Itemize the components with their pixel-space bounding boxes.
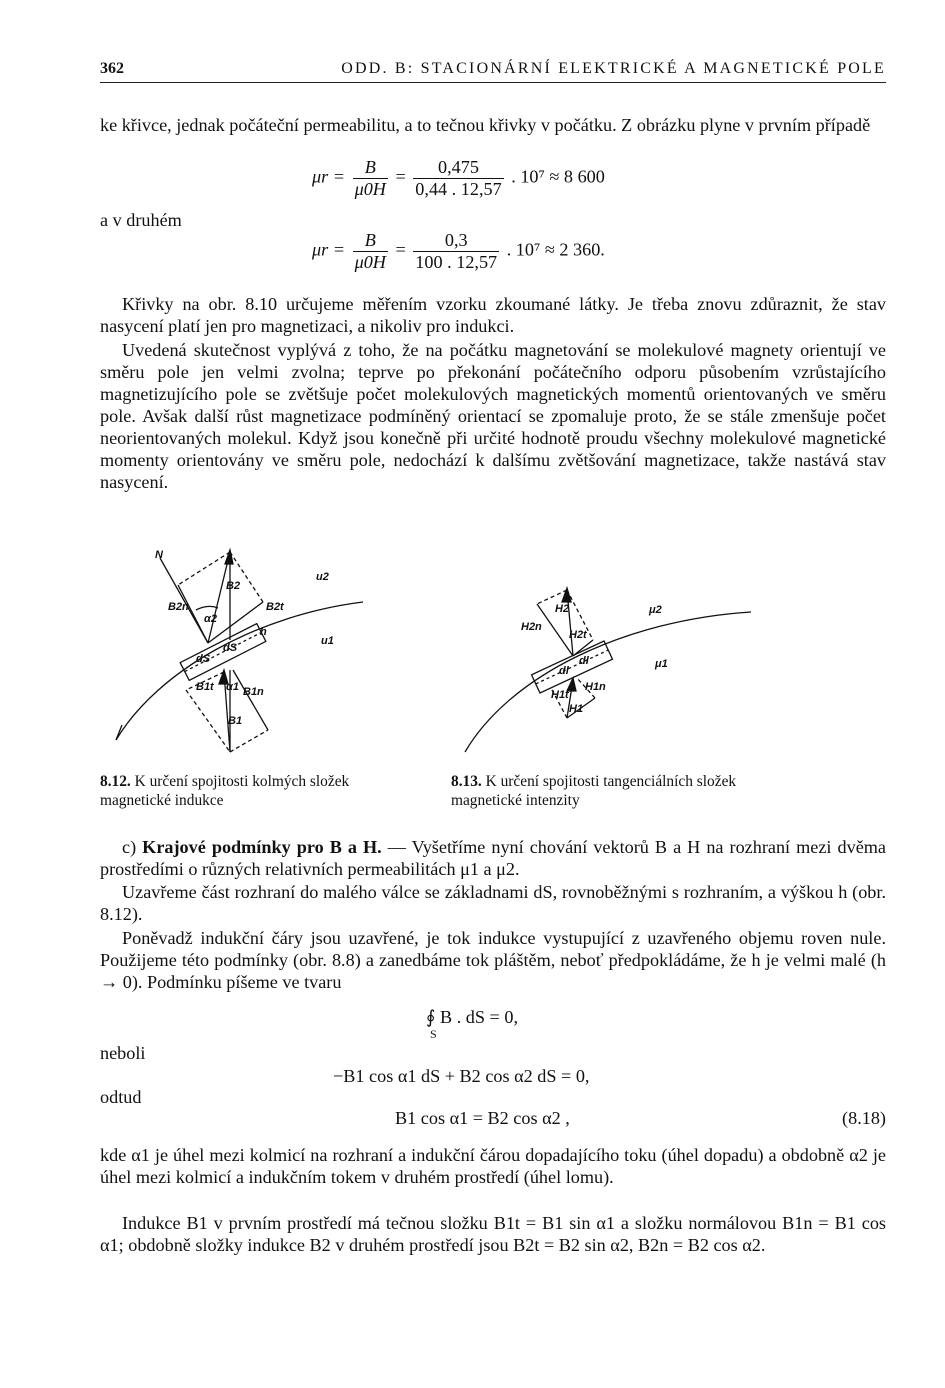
fig12-label-B2t: B2t (266, 601, 284, 613)
fig13-label-H1: H1 (569, 703, 584, 715)
eq2-lhs: μr = (312, 239, 346, 260)
equation-4: −B1 cos α1 dS + B2 cos α2 dS = 0, (333, 1066, 590, 1086)
paragraph-6: Indukce B1 v prvním prostředí má tečnou složku B1t = B1 sin α1 a složku normálovou B1n = B1 cos α1; obdobně složky indukce B2 v druhém prostředí jsou B2t = B2 sin α2, B2n = B2 cos α2. (100, 1213, 886, 1255)
fig12-label-u2: u2 (316, 571, 329, 583)
eq1-lhs: μr = (312, 166, 346, 187)
paragraph-4: Poněvadž indukční čáry jsou uzavřené, je tok indukce vystupující z uzavřeného objemu roven nule. Použijeme této podmínky (obr. 8.8) a zanedbáme tok pláštěm, neboť předpokládáme, že h je velmi malé (h → 0). Podmínku píšeme ve tvaru (100, 928, 886, 992)
word-neboli: neboli (100, 1043, 146, 1063)
intro-paragraph: ke křivce, jednak počáteční permeabilitu, a to tečnou křivky v počátku. Z obrázku plyne v prvním případě (100, 115, 871, 135)
eq2-den2: 100 . 12,57 (415, 252, 498, 272)
page-number: 362 (100, 60, 124, 77)
running-header (100, 58, 886, 83)
eq1-tail: . 10⁷ ≈ 8 600 (511, 166, 605, 187)
eq2-frac-a (353, 230, 388, 273)
eq1-frac-a (353, 157, 388, 200)
figure-8-13 (455, 580, 755, 755)
equation-1: μr = $\frac{B}{\mu 0H}$ = $\frac{0,475}{0,44 . 12,57}$ . 10⁷ ≈ 8 600 (312, 157, 605, 199)
equation-5-number: (8.18) (842, 1108, 886, 1128)
fig12-label-B2: B2 (226, 580, 241, 592)
fig13-interface-curve (465, 612, 751, 752)
equation-5: B1 cos α1 = B2 cos α2 , (395, 1108, 570, 1128)
figure-8-12-caption (100, 772, 390, 810)
figure-8-13-caption (451, 772, 781, 810)
eq2-den1: μ0H (354, 252, 386, 272)
fig12-label-dS1: dS (196, 653, 211, 665)
section-c-text: — Vyšetříme nyní chování vektorů B a H na rozhraní mezi dvěma prostředími o různých relativních permeabilitách μ1 a μ2. (100, 837, 886, 879)
section-c-paragraph (100, 836, 886, 880)
fig13-label-mu1: μ1 (655, 658, 668, 670)
eq2-frac-b (413, 230, 499, 273)
paragraph-2: Uvedená skutečnost vyplývá z toho, že na počátku magnetování se molekulové magnety orientují ve směru pole jen velmi zvolna; teprve po překonání počátečního odporu působením vzrůstajícího magnetizujícího pole se zvětšuje počet molekulových magnetických momentů orientovaných ve směru pole. Avšak další růst magnetizace podmíněný orientací se zpomaluje proto, že se stále zmenšuje počet neorientovaných molekul. Když jsou konečně při určité hodnotě proudu všechny molekulové magnetické momenty orientovány ve směru pole, nedochází k dalšímu zvětšování magnetizace, takže nastává stav nasycení. (100, 340, 886, 492)
eq3-text: ∮ B . dS = 0, (426, 1007, 518, 1027)
figure-8-12 (108, 540, 378, 765)
fig13-label-dl1: dl (559, 665, 569, 677)
eq1-num2: 0,475 (413, 157, 503, 179)
word-odtud: odtud (100, 1087, 142, 1107)
paragraph-1: Křivky na obr. 8.10 určujeme měřením vzorku zkoumané látky. Je třeba znovu zdůraznit, že stav nasycení platí jen pro magnetizaci, a nikoliv pro indukci. (100, 294, 886, 336)
eq1-frac-b (413, 157, 503, 200)
fig12-label-B1n: B1n (243, 686, 264, 698)
section-c-title: Krajové podmínky pro B a H. (142, 837, 382, 857)
running-title: ODD. B: STACIONÁRNÍ ELEKTRICKÉ A MAGNETICKÉ POLE (341, 60, 886, 77)
eq2-tail: . 10⁷ ≈ 2 360. (506, 239, 605, 260)
fig13-label-H1t: H1t (551, 689, 569, 701)
fig13-label-mu2: μ2 (649, 604, 662, 616)
eq1-den1: μ0H (354, 179, 386, 199)
fig12-label-B2n: B2n (168, 601, 189, 613)
fig13-caption-text: K určení spojitosti tangenciálních složek magnetické intenzity (451, 773, 737, 809)
fig13-label-H2: H2 (555, 603, 570, 615)
fig12-label-B1t: B1t (196, 681, 214, 693)
equation-3-subscript: S (430, 1027, 437, 1041)
eq2-num1: B (353, 230, 388, 252)
fig12-label-u1: u1 (321, 635, 334, 647)
fig12-caption-number: 8.12. (100, 773, 131, 790)
fig12-label-a2: α2 (204, 613, 217, 625)
fig12-caption-text: K určení spojitosti kolmých složek magnetické indukce (100, 773, 350, 809)
second-case-label: a v druhém (100, 210, 182, 230)
fig13-label-dl2: dl (579, 655, 589, 667)
equation-2: μr = $\frac{B}{\mu 0H}$ = $\frac{0,3}{100 . 12,57}$ . 10⁷ ≈ 2 360. (312, 230, 605, 272)
fig12-label-B1: B1 (228, 715, 243, 727)
fig13-label-H1n: H1n (585, 681, 606, 693)
eq2-num2: 0,3 (413, 230, 499, 252)
fig13-caption-number: 8.13. (451, 773, 482, 790)
fig12-label-h: h (260, 626, 267, 638)
fig13-label-H2t: H2t (569, 629, 587, 641)
paragraph-3: Uzavřeme část rozhraní do malého válce se základnami dS, rovnoběžnými s rozhraním, a výškou h (obr. 8.12). (100, 882, 886, 924)
fig12-label-dS2: dS (223, 642, 238, 654)
fig12-label-a1: α1 (226, 681, 239, 693)
fig13-label-H2n: H2n (521, 621, 542, 633)
equation-3 (426, 1007, 518, 1028)
section-c-prefix: c) (122, 837, 143, 857)
eq1-num1: B (353, 157, 388, 179)
fig12-label-N: N (155, 549, 163, 561)
eq1-den2: 0,44 . 12,57 (415, 179, 502, 199)
paragraph-5: kde α1 je úhel mezi kolmicí na rozhraní a indukční čárou dopadajícího toku (úhel dopadu) a obdobně α2 je úhel mezi kolmicí a indukčním tokem v druhém prostředí (úhel lomu). (100, 1145, 886, 1187)
